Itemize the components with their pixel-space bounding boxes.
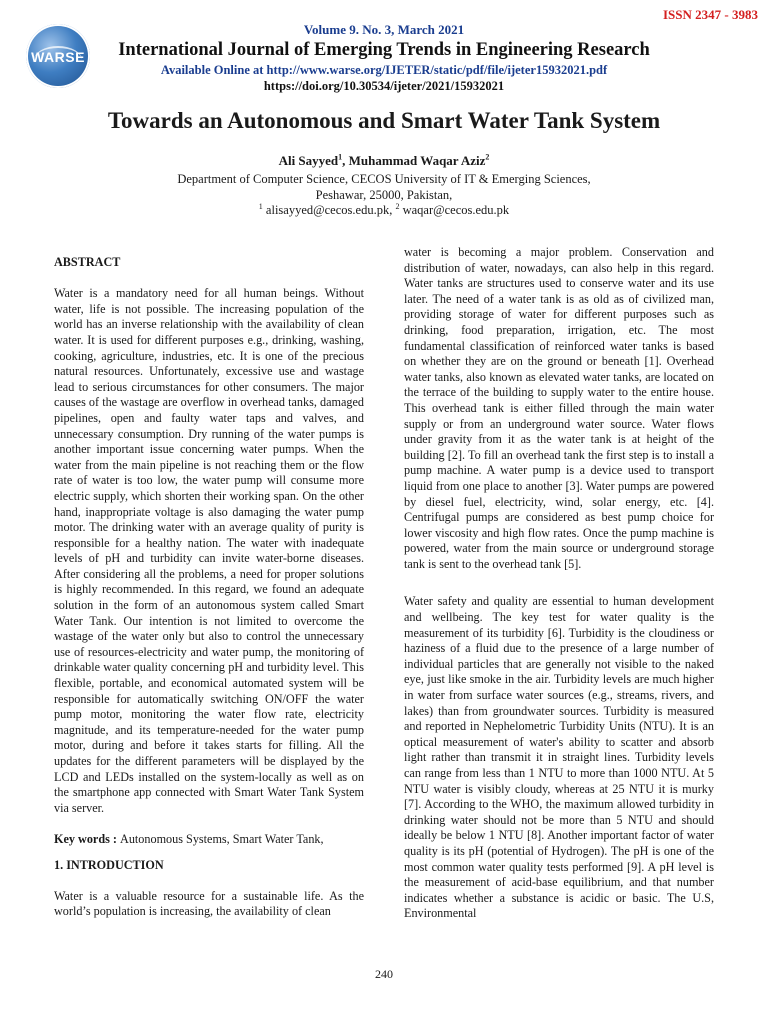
author-1: Ali Sayyed (278, 153, 339, 168)
abstract-text: Water is a mandatory need for all human beings. Without water, life is not possible. The increasing population of the world has an inverse relationship with the availability of clean water. It is used for different purposes e.g., drinking, washing, cooking, agriculture, industries, etc. It is one of the precious natural resources. Unfortunately, excessive use and wastage lead to serious circumstances for other consumers. The major causes of the wastage are overflow in overhead tanks, damaged pipelines, open and faulty water taps and valves, and unnecessary consumption. Dry running of the water pumps is another important issue concerning water pumps. When the water from the main pipeline is not reaching them or the flow rate of water is too low, the water pump will consume more electric supply, which shorten their working span. On the other hand, inappropriate voltage is also damaging the water pump motor. The drinking water with an average quality of purity is responsible for a healthy nation. The water with inadequate levels of pH and turbidity can invite water-borne diseases. After considering all the problems, a need for proper solutions is highly recommended. In this regard, we found an adequate solution in the form of an autonomous system called Smart Water Tank. Our intention is not limited to overcome the wastage of the water only but also to control the unnecessary use of resources-electricity and water pump, the monitoring of drinkable water quality concerning pH and turbidity level. This flexible, portable, and economical automated system will be responsible for automatically switching ON/OFF the water pump motor, monitoring the water flow rate, electricity magnitude, and its temperature-needed for the water pump motor, during and before it takes starts for filling. All the updates for the different parameters will be displayed by the LCD and LEDs installed on the system-locally as well as on the smartphone app connected with Smart Water Tank System via server. (54, 286, 364, 815)
keywords-text: Autonomous Systems, Smart Water Tank, (120, 831, 324, 846)
affiliation-city: Peshawar, 25000, Pakistan, (315, 187, 453, 202)
affiliation-emails (0, 203, 768, 219)
abstract-heading: ABSTRACT (54, 255, 121, 269)
author-1-affil-mark: 1 (338, 152, 343, 162)
affiliation-block (0, 172, 768, 219)
warse-logo (26, 24, 90, 88)
doi-link[interactable]: https://doi.org/10.30534/ijeter/2021/15932021 (263, 79, 505, 93)
left-column (54, 245, 364, 920)
volume-info: Volume 9. No. 3, March 2021 (303, 22, 465, 37)
email-2: waqar@cecos.edu.pk (399, 203, 510, 217)
email-2-mark: 2 (395, 201, 400, 211)
right-column (404, 245, 714, 922)
page-number: 240 (375, 967, 393, 981)
author-list (0, 153, 768, 169)
intro-text: Water is a valuable resource for a sustainable life. As the world’s population is increasing, the availability of clean (54, 888, 364, 919)
author-2-affil-mark: 2 (485, 152, 490, 162)
intro-paragraph-1: water is becoming a major problem. Conservation and distribution of water, nowadays, can also help in this regard. Water tanks are structures used to conserve water and its use later. The need of a water tank is as old as of civilized man, providing storage of water for different purposes such as drinking, food preparation, irrigation, etc. The most fundamental classification of reinforced water tanks is based on whether they are on the ground or beneath [1]. Overhead water tanks, also known as elevated water tanks, are located on the terrace of the building to supply water to the entire house. This overhead tank is either filled through the main water supply or from an underground water source. Water flows under gravity from it as the water tank is at height of the building [2]. To fill an overhead tank the first step is to install a pump machine. A water pump is a device used to transport liquid from one place to another [3]. Water pumps are powered by diesel fuel, electricity, wind, solar energy, etc. [4]. Centrifugal pumps are considered as best pump choice for lower viscosity and high flow rates. Once the pump machine is powered, water from the main source or underground storage tank is sent to the overhead tank [5]. (404, 245, 714, 571)
email-1-mark: 1 (258, 201, 263, 211)
intro-heading: 1. INTRODUCTION (54, 857, 164, 872)
journal-title: International Journal of Emerging Trends in Engineering Research (118, 40, 650, 60)
affiliation-dept: Department of Computer Science, CECOS University of IT & Emerging Sciences, (177, 172, 591, 186)
logo-text: WARSE (31, 49, 85, 65)
keywords-line (54, 832, 364, 848)
online-link[interactable]: Available Online at http://www.warse.org/IJETER/static/pdf/file/ijeter15932021.pdf (160, 63, 608, 77)
journal-header (96, 22, 672, 94)
intro-paragraph-2: Water safety and quality are essential to human development and wellbeing. The key test for water quality is the measurement of its turbidity [6]. Turbidity is the cloudiness or haziness of a fluid due to the presence of a large number of individual particles that are generally not visible to the naked eye, just like smoke in the air. Turbidity levels are much higher in water from surface water sources (e.g., streams, rivers, and lakes) than from groundwater sources. Turbidity is measured and reported in Nephelometric Turbidity Units (NTU). It is an optical measurement of water's ability to scatter and absorb light rather than transmit it in straight lines. Turbidity levels can range from less than 1 NTU to more than 1000 NTU. At 5 NTU water is visibly cloudy, whereas at 25 NTU it is murky [7]. According to the WHO, the maximum allowed turbidity in drinking water should not be more than 5 NTU and should ideally be below 1 NTU [8]. Another important factor of water quality is its pH (potential of Hydrogen). The pH is one of the most common water quality tests performed [9]. A pH level is the measurement of acid-base equilibrium, and that number indicates whether a substance is acidic or basic. The U.S, Environmental (404, 594, 714, 921)
email-1: alisayyed@cecos.edu.pk, (262, 203, 396, 217)
author-separator: , (342, 153, 349, 168)
author-2: Muhammad Waqar Aziz (348, 153, 486, 168)
keywords-label: Key words : (54, 831, 121, 846)
issn-label: ISSN 2347 - 3983 (663, 7, 758, 22)
paper-title: Towards an Autonomous and Smart Water Tank System (107, 108, 661, 133)
